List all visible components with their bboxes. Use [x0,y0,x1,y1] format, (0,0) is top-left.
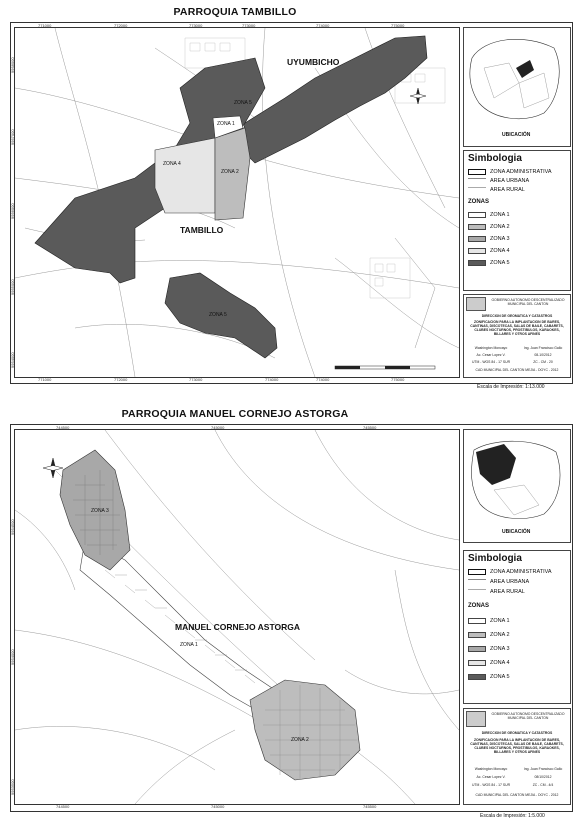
map2-xtick: 745000 [211,425,225,430]
map1-north-arrow [410,88,426,104]
map1-legend-label: ZONA ADMINISTRATIVA [490,169,552,175]
map2-tb-r3a: UTM - WGS 84 - 17 SUR [471,783,511,787]
map2-tb-r3b: ZC - CM - 4/4 [532,783,554,787]
map1-logo [466,297,486,311]
map1-xtick: 774000 [316,23,330,28]
map1-sheet [10,22,573,384]
map2-zone-row [468,674,510,680]
map1-zonas-title: ZONAS [468,199,489,205]
map2-tb-r2a: Ac. Cesar Lopez V. [476,775,506,779]
map2-zone-legend-label: ZONA 3 [490,646,510,652]
map2-tb-dept: DIRECCION DE GEOMATICA Y CATASTROS [481,731,553,735]
map1-ytick: 9955000 [10,279,15,295]
map1-title: PARROQUIA TAMBILLO [173,6,297,18]
map2-title: PARROQUIA MANUEL CORNEJO ASTORGA [121,408,349,420]
map1-zone-row [468,224,510,230]
map2-xtick-bottom: 745500 [363,804,377,809]
map2-zone-label: ZONA 2 [291,737,309,743]
map2-logo [466,711,486,727]
map1-legend-title: Simbologia [468,153,522,164]
map2-zonas-title: ZONAS [468,603,489,609]
map2-tb-r2b: 08/10/2012 [534,775,552,779]
map1-legend-row [468,178,529,184]
map2-zone-label: ZONA 3 [91,508,109,514]
map1-place-north: UYUMBICHO [287,57,340,67]
map1-zone-label: ZONA 5 [234,100,252,106]
map1-xtick: 773000 [189,23,203,28]
map2-canvas [15,430,459,804]
map2-legend-row [468,569,552,575]
map2-xtick-bottom: 744500 [56,804,70,809]
map1-zone-legend-label: ZONA 1 [490,212,510,218]
map2-zone-label: ZONA 1 [180,642,198,648]
map2-titleblock [463,708,571,805]
map1-tb-org: GOBIERNO AUTONOMO DESCENTRALIZADO MUNICIPAL DEL CANTON [491,298,565,307]
map1-zone-legend-label: ZONA 5 [490,260,510,266]
map1-legend-label: AREA RURAL [490,187,525,193]
map1-legend [463,150,571,291]
map1-zone-legend-label: ZONA 4 [490,248,510,254]
map1-zone-row [468,248,510,254]
map1-ubicacion-label: UBICACIÓN [502,132,531,138]
map1-legend-label: AREA URBANA [490,178,530,184]
map1-ytick: 9957000 [10,129,15,145]
map2-zone-legend-label: ZONA 1 [490,618,510,624]
map2-ubicacion-label: UBICACIÓN [502,529,531,535]
map2-place-main: MANUEL CORNEJO ASTORGA [175,622,300,632]
map1-xtick-bottom: 772000 [114,377,128,382]
map2-tb-r1b: Ing. Juan Francisco Gallo [523,767,563,771]
map1-legend-row [468,169,552,175]
map1-tb-r1a: Washington Moncayo [474,346,508,350]
map1-xtick-bottom: 773000 [189,377,203,382]
map1-xtick: 772000 [114,23,128,28]
map2-legend-label: ZONA ADMINISTRATIVA [490,569,552,575]
map1-zone-label: ZONA 5 [209,312,227,318]
map1-zone-row [468,212,510,218]
map2-legend-title: Simbologia [468,553,522,564]
map2-zone-legend-label: ZONA 5 [490,674,510,680]
map1-zone-row [468,236,510,242]
map1-tb-desc: ZONIFICACION PARA LA IMPLANTACION DE BARES, CANTINAS, DISCOTECAS, SALAS DE BAILE, CABARETS, CLUBES NOCTURNOS, PROSTIBULOS, KARAOKES, BILLARES Y OTROS AFINES [470,320,564,337]
map2-xtick: 744500 [56,425,70,430]
map1-canvas [15,28,459,377]
map1-zone-legend-label: ZONA 2 [490,224,510,230]
map2-legend-label: AREA RURAL [490,589,525,595]
map2-zone-row [468,632,510,638]
map1-legend-row [468,187,525,193]
map2-legend [463,550,571,704]
map2-xtick-bottom: 745000 [211,804,225,809]
map2-legend-row [468,589,525,595]
map1-tb-r1b: Ing. Juan Francisco Gallo [523,346,563,350]
map2-zone-row [468,660,510,666]
map1-inset-svg [464,28,570,128]
map2-location-inset [463,429,571,543]
map1-xtick-bottom: 774000 [265,377,279,382]
map1-tb-r2b: 08-10/2012 [534,353,552,357]
map1-zone-row [468,260,510,266]
map1-frame[interactable] [14,27,460,378]
map1-xtick-bottom: 771000 [38,377,52,382]
map2-tb-r1a: Washington Moncayo [474,767,508,771]
map2-legend-row [468,579,529,585]
map1-scale-text: Escala de Impresión: 1:13.000 [477,384,545,390]
map1-tb-r2a: Ac. Cesar Lopez V. [476,353,506,357]
map2-ytick: 9954500 [10,519,15,535]
map1-xtick-bottom: 775000 [391,377,405,382]
map1-zone5-north [240,36,427,163]
map1-zone-label: ZONA 2 [221,169,239,175]
map2-zone-row [468,618,510,624]
map1-tb-dept: DIRECCION DE GEOMATICA Y CATASTROS [481,314,553,318]
map1-scale-bar [335,366,435,369]
map2-zone2 [250,680,360,780]
map1-titleblock [463,294,571,378]
map2-scale-text: Escala de Impresión: 1:5.000 [480,813,545,819]
map2-ytick: 9953500 [10,779,15,795]
map1-zone-label: ZONA 1 [217,121,235,127]
map1-xtick-bottom: 774000 [316,377,330,382]
map2-frame[interactable] [14,429,460,805]
map1-tb-r3b: ZC - CM - 20 [533,360,553,364]
map1-tb-r4: CAD MUNICIPAL DEL CANTON MEJIA - DGYC - 2012 [475,368,559,372]
map2-tb-org: GOBIERNO AUTONOMO DESCENTRALIZADO MUNICIPAL DEL CANTON [491,712,565,721]
map1-ytick: 9956000 [10,203,15,219]
map2-inset-svg [464,430,570,526]
map1-zone-legend-label: ZONA 3 [490,236,510,242]
map1-location-inset [463,27,571,147]
map2-legend-label: AREA URBANA [490,579,530,585]
map2-zone-legend-label: ZONA 2 [490,632,510,638]
map1-ytick: 9954000 [10,352,15,368]
map1-zone4 [155,138,215,213]
map2-zone-row [468,646,510,652]
map1-xtick: 775000 [391,23,405,28]
map1-xtick: 773000 [242,23,256,28]
map2-xtick: 745500 [363,425,377,430]
map2-tb-desc: ZONIFICACION PARA LA IMPLANTACION DE BARES, CANTINAS, DISCOTECAS, SALAS DE BAILE, CABARETS, CLUBES NOCTURNOS, PROSTIBULOS, KARAOKES, BILLARES Y OTROS AFINES [470,738,564,755]
map1-xtick: 771000 [38,23,52,28]
map2-sheet [10,424,573,812]
map1-ytick: 9958000 [10,57,15,73]
map1-place-main: TAMBILLO [180,225,224,235]
map2-ytick: 9954000 [10,649,15,665]
map2-tb-r4: CAD MUNICIPAL DEL CANTON MEJIA - DGYC - 2012 [475,793,559,797]
map1-zone-label: ZONA 4 [163,161,181,167]
map2-zone-legend-label: ZONA 4 [490,660,510,666]
map1-tb-r3a: UTM - WGS 84 - 17 SUR [471,360,511,364]
